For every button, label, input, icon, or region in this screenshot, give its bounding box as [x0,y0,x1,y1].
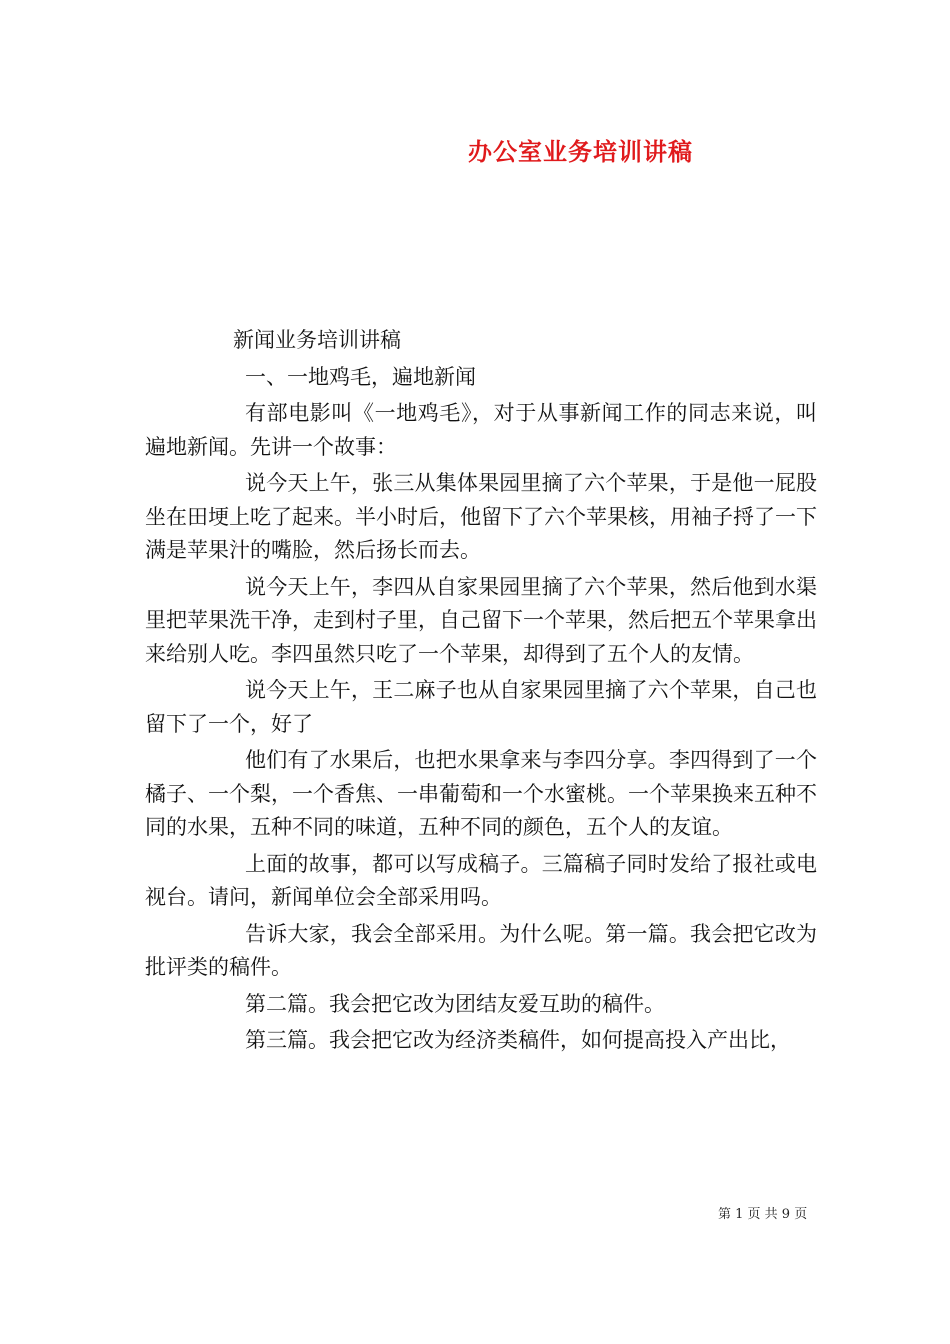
paragraph: 第二篇。我会把它改为团结友爱互助的稿件。 [245,991,665,1016]
paragraph: 说今天上午，李四从自家果园里摘了六个苹果，然后他到水渠里把苹果洗干净，走到村子里，自己留下一个苹果，然后把五个苹果拿出来给别人吃。李四虽然只吃了一个苹果，却得到了五个人的友情。 [145,574,817,666]
subtitle: 新闻业务培训讲稿 [233,328,401,352]
paragraph: 第三篇。我会把它改为经济类稿件，如何提高投入产出比， [245,1028,791,1052]
paragraph: 他们有了水果后，也把水果拿来与李四分享。李四得到了一个橘子、一个梨，一个香焦、一串葡萄和一个水蜜桃。一个苹果换来五种不同的水果，五种不同的味道，五种不同的颜色，五个人的友谊。 [145,748,817,839]
document-title: 办公室业务培训讲稿 [468,137,693,166]
paragraph: 说今天上午，张三从集体果园里摘了六个苹果，于是他一屁股坐在田埂上吃了起来。半小时后，他留下了六个苹果核，用袖子捋了一下满是苹果汁的嘴脸，然后扬长而去。 [145,471,817,562]
document-body [145,324,817,1061]
paragraph: 告诉大家，我会全部采用。为什么呢。第一篇。我会把它改为批评类的稿件。 [145,921,817,979]
paragraph: 说今天上午，王二麻子也从自家果园里摘了六个苹果，自己也留下了一个，好了 [145,678,817,736]
paragraph: 有部电影叫《一地鸡毛》，对于从事新闻工作的同志来说，叫遍地新闻。先讲一个故事： [145,401,817,459]
page-footer: 第 1 页 共 9 页 [718,1207,808,1222]
section-heading: 一、一地鸡毛，遍地新闻 [245,364,476,389]
paragraph: 上面的故事，都可以写成稿子。三篇稿子同时发给了报社或电视台。请问，新闻单位会全部采用吗。 [145,851,817,909]
